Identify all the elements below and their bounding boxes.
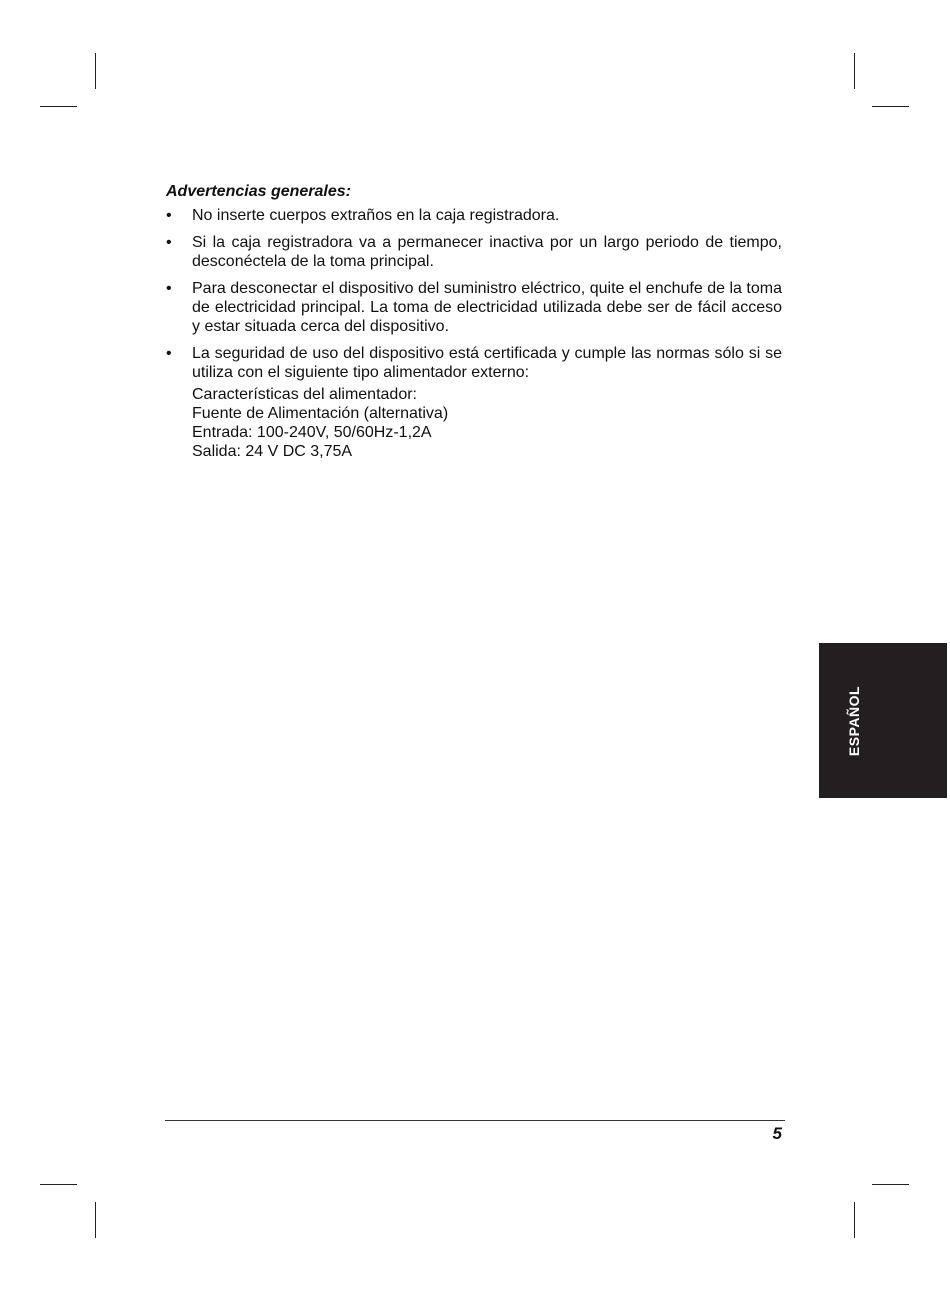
bullet-icon: • bbox=[166, 280, 172, 297]
warning-text: No inserte cuerpos extraños en la caja registradora. bbox=[192, 207, 560, 224]
crop-mark-bottom-right-horizontal bbox=[872, 1184, 909, 1185]
footer-divider bbox=[165, 1120, 785, 1121]
list-item bbox=[166, 344, 782, 461]
bullet-icon: • bbox=[166, 345, 172, 362]
spec-line: Fuente de Alimentación (alternativa) bbox=[192, 405, 449, 422]
crop-mark-top-right-horizontal bbox=[872, 106, 909, 107]
bullet-icon: • bbox=[166, 207, 172, 224]
crop-mark-bottom-right-vertical bbox=[854, 1202, 855, 1238]
spec-line: Salida: 24 V DC 3,75A bbox=[192, 443, 353, 460]
warning-text: La seguridad de uso del dispositivo está certificada y cumple las normas sólo si se utiliza con el siguiente tipo alimentador externo: bbox=[192, 345, 782, 381]
crop-mark-top-left-horizontal bbox=[40, 106, 77, 107]
crop-mark-bottom-left-horizontal bbox=[40, 1184, 77, 1185]
section-heading: Advertencias generales: bbox=[166, 183, 351, 200]
language-tab-label: ESPAÑOL bbox=[846, 685, 862, 757]
language-tab bbox=[819, 643, 947, 798]
list-item bbox=[166, 206, 782, 225]
list-item bbox=[166, 233, 782, 271]
warnings-section bbox=[166, 182, 782, 469]
crop-mark-top-left-vertical bbox=[95, 53, 96, 89]
warning-text: Si la caja registradora va a permanecer inactiva por un largo periodo de tiempo, desconéctela de la toma principal. bbox=[192, 234, 782, 270]
list-item bbox=[166, 279, 782, 336]
spec-line: Características del alimentador: bbox=[192, 386, 417, 403]
warnings-list bbox=[166, 206, 782, 461]
spec-line: Entrada: 100-240V, 50/60Hz-1,2A bbox=[192, 424, 432, 441]
bullet-icon: • bbox=[166, 234, 172, 251]
crop-mark-top-right-vertical bbox=[854, 53, 855, 89]
power-specs bbox=[192, 385, 782, 461]
warning-text: Para desconectar el dispositivo del suministro eléctrico, quite el enchufe de la toma de electricidad principal. La toma de electricidad utilizada debe ser de fácil acceso y estar situada cerca del dispositivo. bbox=[192, 280, 782, 335]
crop-mark-bottom-left-vertical bbox=[95, 1202, 96, 1238]
page-number: 5 bbox=[772, 1124, 782, 1143]
